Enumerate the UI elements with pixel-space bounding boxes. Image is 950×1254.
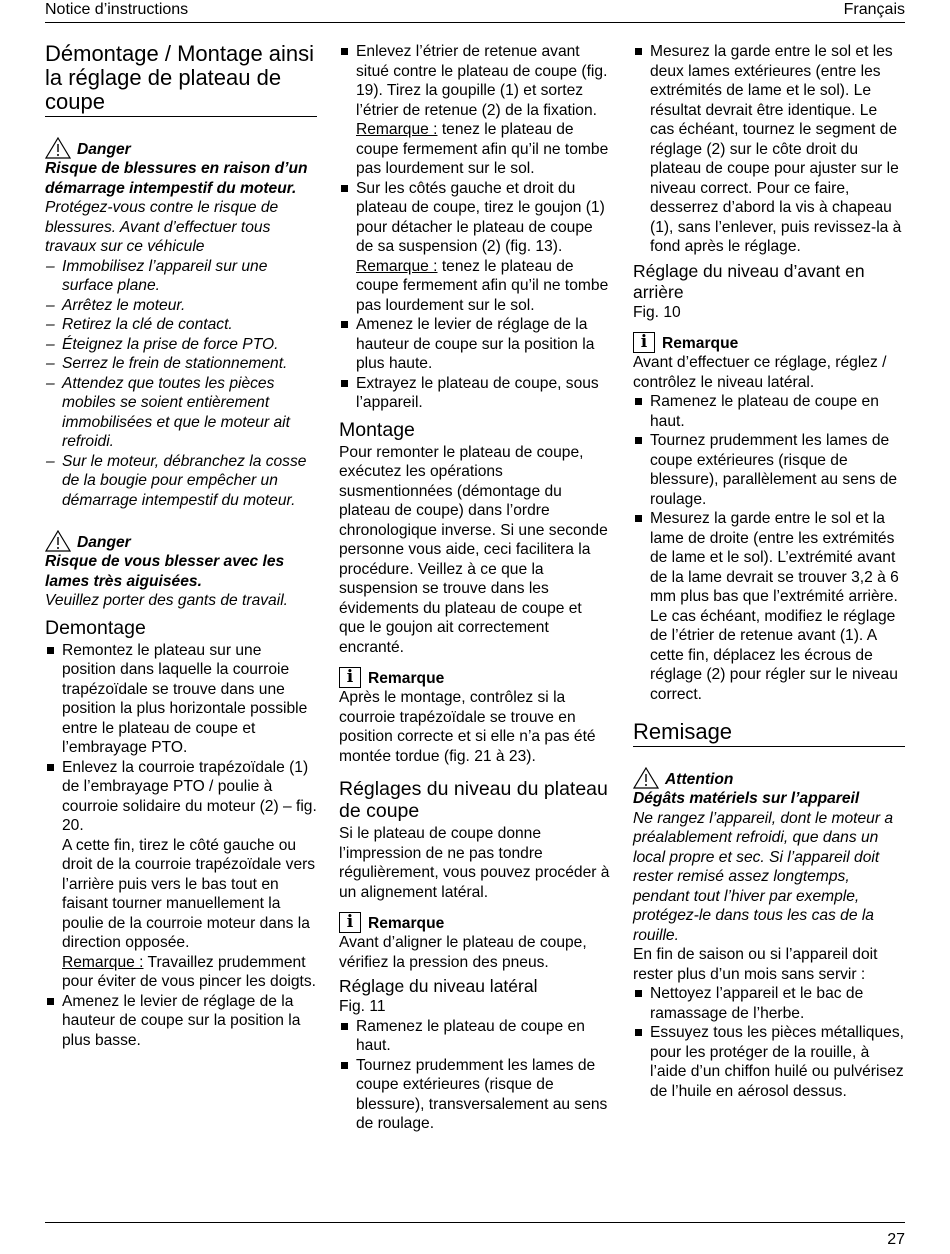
demontage-list-continued — [339, 42, 612, 413]
list-item: Amenez le levier de réglage de la hauteur de coupe sur la position la plus haute. — [339, 315, 612, 374]
page-number: 27 — [887, 1231, 905, 1248]
note-label: Remarque : — [356, 257, 438, 275]
attention-label: Attention — [665, 770, 734, 788]
list-item: Mesurez la garde entre le sol et les deux lames extérieures (entre les extrémités de lame et le sol). Le résultat devrait être identique. Le cas échéant, tournez le segment de réglage (2) sur le côte droit du plateau de coupe pour ajuster sur le niveau correct. Pour ce faire, desserrez d’abord la vis à chapeau (1), sans l’enlever, puis revissez-la à fond après le réglage. — [633, 42, 905, 257]
danger-text: Protégez-vous contre le risque de blessures. Avant d’effectuer tous travaux sur ce véhicule — [45, 199, 279, 255]
list-item: – Éteignez la prise de force PTO. — [45, 335, 317, 355]
danger-label: Danger — [77, 533, 131, 551]
warning-triangle-icon — [633, 767, 659, 789]
list-item: Ramenez le plateau de coupe en haut. — [339, 1017, 612, 1056]
note-label: Remarque — [662, 334, 739, 352]
figure-reference: Fig. 11 — [339, 998, 386, 1015]
avant-list — [633, 392, 905, 704]
note-text: Avant d’aligner le plateau de coupe, vérifiez la pression des pneus. — [339, 934, 587, 971]
danger-list — [45, 257, 317, 511]
list-item: Enlevez l’étrier de retenue avant situé contre le plateau de coupe (fig. 19). Tirez la goupille (1) et sortez l’étrier de retenue (2) de la fixation. Remarque : tenez le plateau de coupe fermement afin qu’il ne tombe pas lourdement sur le sol. — [339, 42, 612, 179]
attention-headline: Dégâts matériels sur l’appareil — [633, 790, 860, 807]
note-text: Après le montage, contrôlez si la courroie trapézoïdale se trouve en position correcte et si elle n’a pas été montée tordue (fig. 21 à 23). — [339, 689, 596, 765]
header-manual-title: Notice d’instructions — [45, 1, 189, 18]
montage-text: Pour remonter le plateau de coupe, exécutez les opérations susmentionnées (démontage du plateau de coupe) dans l’ordre chronologique inverse. Si une seconde personne vous aide, ceci facilitera la procédure. Veillez à ce que la suspension se trouve dans les évidements du plateau de coupe et que le goujon ait correctement encranté. — [339, 443, 608, 656]
note-box — [633, 332, 905, 353]
page-header — [45, 0, 905, 23]
column-2 — [339, 42, 612, 1134]
avant-heading: Réglage du niveau d’avant en arrière — [633, 260, 865, 302]
section-title: Démontage / Montage ainsi la réglage de plateau de coupe — [45, 42, 317, 117]
reglages-heading: Réglages du niveau du plateau de coupe — [339, 778, 608, 822]
remisage-list — [633, 984, 905, 1101]
list-item: – Serrez le frein de stationnement. — [45, 354, 317, 374]
list-item: Nettoyez l’appareil et le bac de ramassage de l’herbe. — [633, 984, 905, 1023]
list-item: Enlevez la courroie trapézoïdale (1) de l’embrayage PTO / poulie à courroie solidaire du moteur (2) – fig. 20. A cette fin, tirez le côté gauche ou droit de la courroie trapézoïdale vers l’arrière puis vers le bas tout en faisant tourner manuellement la poulie de la courroie moteur dans la direction opposée. Remarque : Travaillez prudemment pour éviter de vous pincer les doigts. — [45, 758, 317, 992]
info-icon: i — [339, 912, 361, 933]
demontage-list — [45, 641, 317, 1051]
demontage-heading: Demontage — [45, 616, 146, 639]
danger-box-1 — [45, 137, 317, 510]
note-box — [339, 912, 612, 933]
list-item: Amenez le levier de réglage de la hauteur de coupe sur la position la plus basse. — [45, 992, 317, 1051]
danger-label: Danger — [77, 140, 131, 158]
note-label: Remarque : — [62, 953, 144, 971]
info-icon: i — [339, 667, 361, 688]
column-3 — [633, 42, 905, 1101]
list-item: Sur les côtés gauche et droit du plateau de coupe, tirez le goujon (1) pour détacher le plateau de coupe de sa suspension (2) (fig. 13). Remarque : tenez le plateau de coupe fermement afin qu’il ne tombe pas lourdement sur le sol. — [339, 179, 612, 316]
danger-headline: Risque de blessures en raison d’un démarrage intempestif du moteur. — [45, 160, 308, 197]
lateral-list — [339, 1017, 612, 1134]
warning-triangle-icon — [45, 137, 71, 159]
column-1 — [45, 42, 317, 1050]
info-icon: i — [633, 332, 655, 353]
note-label: Remarque : — [356, 121, 438, 138]
attention-box — [633, 767, 905, 945]
note-label: Remarque — [368, 914, 445, 932]
note-box — [339, 667, 612, 688]
danger-headline: Risque de vous blesser avec les lames très aiguisées. — [45, 553, 285, 590]
remisage-heading: Remisage — [633, 720, 905, 747]
note-text: Avant d’effectuer ce réglage, réglez / contrôlez le niveau latéral. — [633, 354, 887, 391]
lateral-list-continued — [633, 42, 905, 257]
list-item: Extrayez le plateau de coupe, sous l’appareil. — [339, 374, 612, 413]
list-item: Essuyez tous les pièces métalliques, pour les protéger de la rouille, à l’aide d’un chiffon huilé ou pulvérisez de l’huile en aérosol dessus. — [633, 1023, 905, 1101]
attention-text: Ne rangez l’appareil, dont le moteur a préalablement refroidi, que dans un local propre et sec. Si l’appareil doit rester remisé assez longtemps, pendant tout l’hiver par exemple, protégez-le dans tous les cas de la rouille. — [633, 809, 894, 944]
montage-heading: Montage — [339, 418, 415, 441]
warning-triangle-icon — [45, 530, 71, 552]
danger-box-2 — [45, 530, 317, 611]
footer-rule — [45, 1222, 905, 1223]
list-item: Remontez le plateau sur une position dans laquelle la courroie trapézoïdale se trouve dans une position la plus horizontale possible entre le plateau de coupe et l’embrayage PTO. — [45, 641, 317, 758]
list-item: – Immobilisez l’appareil sur une surface plane. — [45, 257, 317, 296]
list-item: Tournez prudemment les lames de coupe extérieures (risque de blessure), transversalement au sens de roulage. — [339, 1056, 612, 1134]
list-item: Ramenez le plateau de coupe en haut. — [633, 392, 905, 431]
list-item: Tournez prudemment les lames de coupe extérieures (risque de blessure), parallèlement au sens de roulage. — [633, 431, 905, 509]
reglages-text: Si le plateau de coupe donne l’impression de ne pas tondre régulièrement, vous pouvez procéder à un alignement latéral. — [339, 825, 610, 901]
list-item: – Retirez la clé de contact. — [45, 315, 317, 335]
list-item: – Attendez que toutes les pièces mobiles se soient entièrement immobilisées et que le moteur ait refroidi. — [45, 374, 317, 452]
remisage-text: En fin de saison ou si l’appareil doit rester plus d’un mois sans servir : — [633, 946, 878, 983]
lateral-heading: Réglage du niveau latéral — [339, 976, 538, 996]
list-item: – Sur le moteur, débranchez la cosse de la bougie pour empêcher un démarrage intempestif du moteur. — [45, 452, 317, 511]
list-item: Mesurez la garde entre le sol et la lame de droite (entre les extrémités de lame et le sol). L’extrémité avant de la lame devrait se trouver 3,2 à 6 mm plus bas que l’extrémité arrière. Le cas échéant, modifiez le réglage de l’étrier de retenue avant (1). A cette fin, déplacez les écrous de réglage (2) pour régler sur le niveau correct. — [633, 509, 905, 704]
header-language: Français — [843, 1, 905, 18]
danger-text: Veuillez porter des gants de travail. — [45, 592, 288, 609]
note-label: Remarque — [368, 669, 445, 687]
figure-reference: Fig. 10 — [633, 303, 681, 321]
list-item: – Arrêtez le moteur. — [45, 296, 317, 316]
